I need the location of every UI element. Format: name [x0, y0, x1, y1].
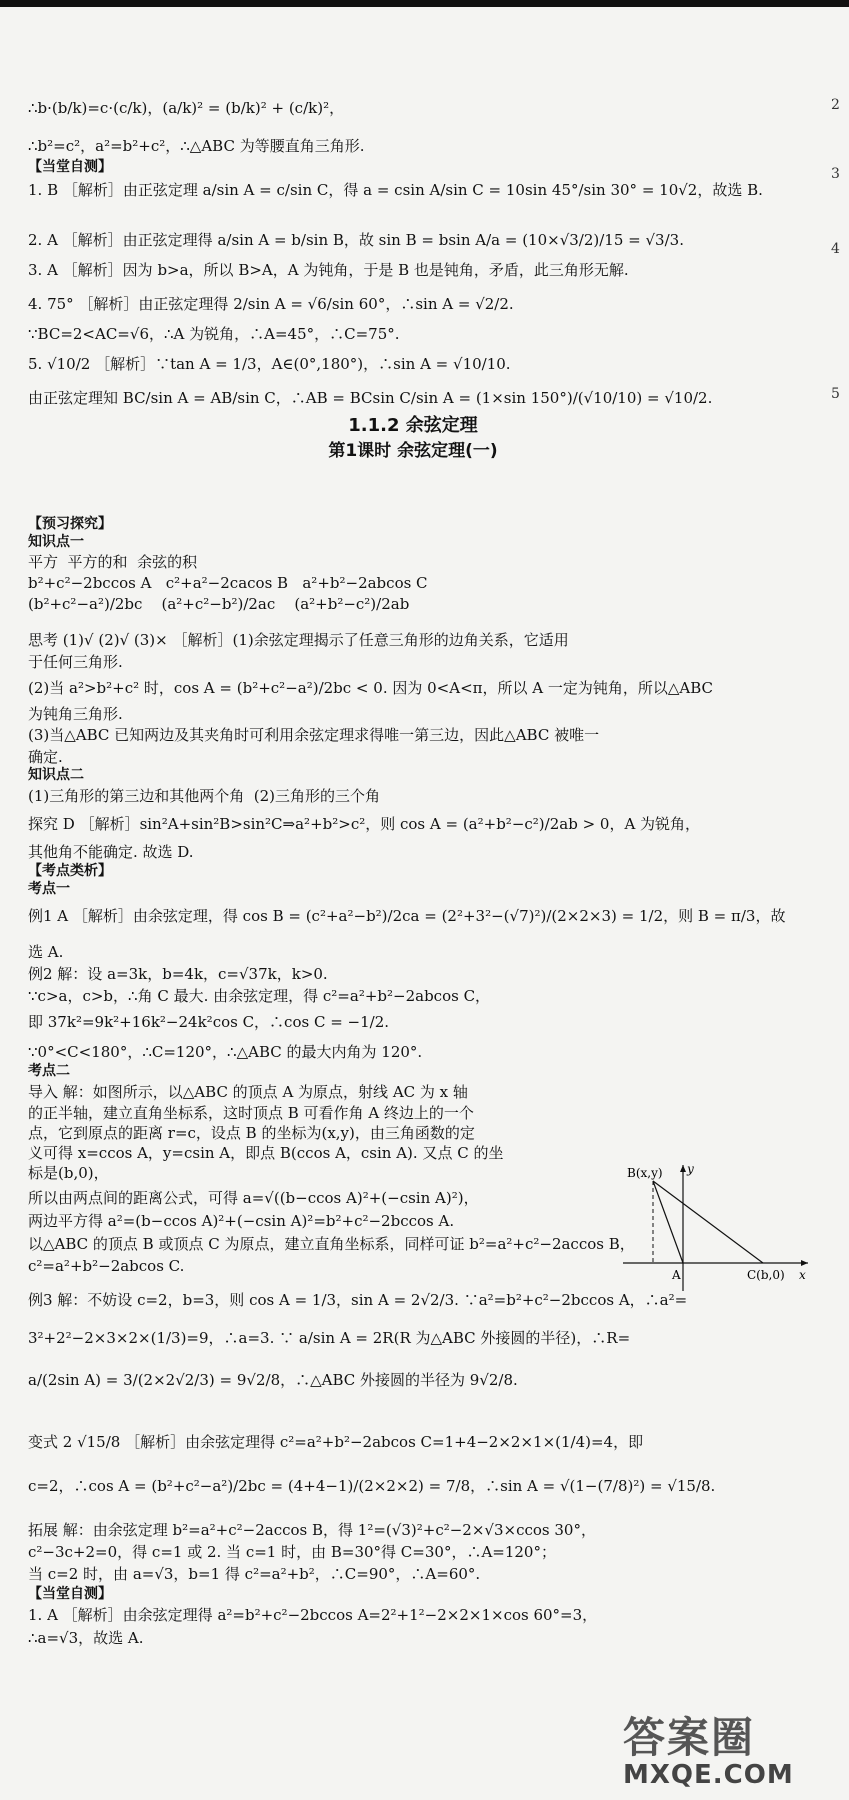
- answer-line: 例1 A ［解析］由余弦定理，得 cos B = (c²+a²−b²)/2ca = (2²+3²−(√7)²)/(2×2×3) = 1/2，则 B = π/3，故: [28, 907, 786, 925]
- answer-line: 由正弦定理知 BC/sin A = AB/sin C，∴AB = BCsin C/sin A = (1×sin 150°)/(√10/10) = √10/2.: [28, 389, 713, 407]
- answer-line: 思考 (1)√ (2)√ (3)× ［解析］(1)余弦定理揭示了任意三角形的边角关系，它适用: [28, 631, 569, 649]
- section-title: 1.1.2 余弦定理: [348, 415, 478, 436]
- answer-line: b²+c²−2bccos A c²+a²−2cacos B a²+b²−2abcos C: [28, 574, 428, 592]
- answer-line: 探究 D ［解析］sin²A+sin²B>sin²C⇒a²+b²>c²，则 cos A = (a²+b²−c²)/2ab > 0，A 为锐角，: [28, 815, 701, 833]
- answer-line: c²−3c+2=0，得 c=1 或 2. 当 c=1 时，由 B=30°得 C=30°，∴A=120°；: [28, 1543, 556, 1561]
- answer-line: ∵0°<C<180°，∴C=120°，∴△ABC 的最大内角为 120°.: [28, 1043, 423, 1061]
- coordinate-diagram: [623, 1163, 813, 1293]
- answer-line: c=2，∴cos A = (b²+c²−a²)/2bc = (4+4−1)/(2×2×2) = 7/8，∴sin A = √(1−(7/8)²) = √15/8.: [28, 1477, 716, 1495]
- answer-line: 平方 平方的和 余弦的积: [28, 553, 198, 571]
- answer-line: 例3 解：不妨设 c=2，b=3，则 cos A = 1/3，sin A = 2√2/3. ∵a²=b²+c²−2bccos A，∴a²=: [28, 1291, 688, 1309]
- answer-line: (2)当 a²>b²+c² 时，cos A = (b²+c²−a²)/2bc < 0. 因为 0<A<π，所以 A 一定为钝角，所以△ABC: [28, 679, 714, 697]
- answer-line: 例2 解：设 a=3k，b=4k，c=√37k，k>0.: [28, 965, 328, 983]
- x-axis-label: x: [799, 1268, 806, 1282]
- answer-line: 点，它到原点的距离 r=c，设点 B 的坐标为(x,y)，由三角函数的定: [28, 1124, 475, 1142]
- adjacent-page-edge: [809, 0, 849, 1800]
- answer-line: 导入 解：如图所示，以△ABC 的顶点 A 为原点，射线 AC 为 x 轴: [28, 1083, 468, 1101]
- answer-line: ∴b²=c²，a²=b²+c²，∴△ABC 为等腰直角三角形.: [28, 137, 365, 155]
- answer-line: 1. A ［解析］由余弦定理得 a²=b²+c²−2bccos A=2²+1²−2×2×1×cos 60°=3，: [28, 1606, 598, 1624]
- answer-line: 所以由两点间的距离公式，可得 a=√((b−ccos A)²+(−csin A)²)，: [28, 1189, 479, 1207]
- answer-line: 变式 2 √15/8 ［解析］由余弦定理得 c²=a²+b²−2abcos C=1+4−2×2×1×(1/4)=4，即: [28, 1433, 644, 1451]
- answer-line: 3²+2²−2×3×2×(1/3)=9，∴a=3. ∵ a/sin A = 2R(R 为△ABC 外接圆的半径)，∴R=: [28, 1329, 631, 1347]
- edge-number: 2: [831, 97, 840, 113]
- watermark-domain: MXQE.COM: [623, 1760, 794, 1790]
- answer-line: 为钝角三角形.: [28, 705, 123, 723]
- top-border: [0, 0, 849, 7]
- section-heading: 知识点二: [28, 767, 84, 783]
- point-a-label: A: [672, 1268, 681, 1282]
- answer-line: 选 A.: [28, 943, 64, 961]
- answer-line: 4. 75° ［解析］由正弦定理得 2/sin A = √6/sin 60°，∴sin A = √2/2.: [28, 295, 514, 313]
- watermark-logo-text: 答案圈: [623, 1713, 756, 1762]
- answer-line: 以△ABC 的顶点 B 或顶点 C 为原点，建立直角坐标系，同样可证 b²=a²+c²−2accos B，: [28, 1235, 635, 1253]
- answer-line: 的正半轴，建立直角坐标系，这时顶点 B 可看作角 A 终边上的一个: [28, 1104, 474, 1122]
- answer-line: (3)当△ABC 已知两边及其夹角时可利用余弦定理求得唯一第三边，因此△ABC 被唯一: [28, 726, 600, 744]
- section-heading: 【考点类析】: [28, 863, 112, 879]
- answer-line: 拓展 解：由余弦定理 b²=a²+c²−2accos B，得 1²=(√3)²+c²−2×√3×ccos 30°，: [28, 1521, 596, 1539]
- answer-line: 两边平方得 a²=(b−ccos A)²+(−csin A)²=b²+c²−2bccos A.: [28, 1212, 455, 1230]
- answer-line: 标是(b,0)，: [28, 1164, 109, 1182]
- answer-line: (1)三角形的第三边和其他两个角 (2)三角形的三个角: [28, 787, 381, 805]
- lesson-title: 第1课时 余弦定理(一): [328, 441, 498, 461]
- edge-number: 5: [831, 386, 840, 402]
- section-heading: 【当堂自测】: [28, 159, 112, 175]
- answer-line: c²=a²+b²−2abcos C.: [28, 1257, 185, 1275]
- site-watermark: [623, 1713, 813, 1794]
- edge-number: 3: [831, 166, 840, 182]
- answer-line: 2. A ［解析］由正弦定理得 a/sin A = b/sin B，故 sin B = bsin A/a = (10×√3/2)/15 = √3/3.: [28, 231, 684, 249]
- section-heading: 考点二: [28, 1063, 70, 1079]
- y-axis-label: y: [687, 1163, 694, 1176]
- answer-line: 当 c=2 时，由 a=√3，b=1 得 c²=a²+b²，∴C=90°，∴A=60°.: [28, 1565, 481, 1583]
- point-b-label: B(x,y): [627, 1166, 663, 1180]
- answer-line: ∵c>a，c>b，∴角 C 最大. 由余弦定理，得 c²=a²+b²−2abcos C，: [28, 987, 491, 1005]
- section-heading: 【当堂自测】: [28, 1586, 112, 1602]
- answer-line: ∴a=√3，故选 A.: [28, 1629, 144, 1647]
- answer-line: 于任何三角形.: [28, 653, 123, 671]
- answer-line: 确定.: [28, 748, 63, 766]
- section-heading: 【预习探究】: [28, 516, 112, 532]
- answer-line: (b²+c²−a²)/2bc (a²+c²−b²)/2ac (a²+b²−c²)/2ab: [28, 595, 410, 613]
- answer-line: ∴b·(b/k)=c·(c/k)，(a/k)² = (b/k)² + (c/k)²，: [28, 99, 345, 117]
- answer-line: 3. A ［解析］因为 b>a，所以 B>A，A 为钝角，于是 B 也是钝角，矛盾，此三角形无解.: [28, 261, 629, 279]
- answer-line: 1. B ［解析］由正弦定理 a/sin A = c/sin C，得 a = csin A/sin C = 10sin 45°/sin 30° = 10√2，故选 B.: [28, 181, 763, 199]
- answer-line: 义可得 x=ccos A，y=csin A，即点 B(ccos A，csin A). 又点 C 的坐: [28, 1144, 504, 1162]
- answer-line: ∵BC=2<AC=√6，∴A 为锐角，∴A=45°，∴C=75°.: [28, 325, 400, 343]
- answer-line: 即 37k²=9k²+16k²−24k²cos C，∴cos C = −1/2.: [28, 1013, 390, 1031]
- point-c-label: C(b,0): [747, 1268, 785, 1282]
- edge-number: 4: [831, 241, 840, 257]
- answer-line: 5. √10/2 ［解析］∵tan A = 1/3，A∈(0°,180°)，∴sin A = √10/10.: [28, 355, 511, 373]
- section-heading: 考点一: [28, 881, 70, 897]
- answer-line: 其他角不能确定. 故选 D.: [28, 843, 194, 861]
- answer-line: a/(2sin A) = 3/(2×2√2/3) = 9√2/8，∴△ABC 外接圆的半径为 9√2/8.: [28, 1371, 518, 1389]
- section-heading: 知识点一: [28, 534, 84, 550]
